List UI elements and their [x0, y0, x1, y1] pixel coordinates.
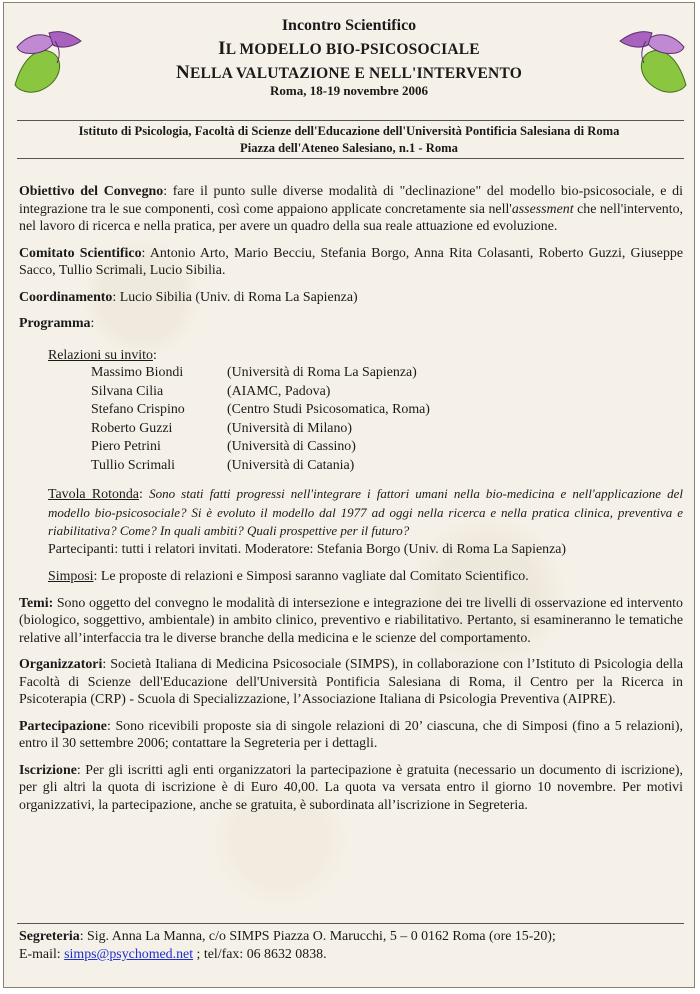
segreteria-text: : Sig. Anna La Manna, c/o SIMPS Piazza O. Marucchi, 5 – 0 0162 Roma (ore 15-20); [79, 929, 556, 944]
relazioni-heading [48, 347, 683, 365]
title1-initial: I [218, 38, 226, 59]
speaker-affiliation: (AIAMC, Padova) [227, 383, 331, 399]
speaker-row [91, 420, 430, 439]
event-title-line2 [4, 62, 694, 84]
speaker-row [91, 383, 430, 402]
section-temi [19, 595, 683, 648]
obiettivo-emph: assessment [511, 201, 574, 217]
divider-footer [17, 923, 684, 924]
speaker-affiliation: (Università di Cassino) [227, 439, 356, 454]
section-organizzatori [19, 656, 683, 709]
header [4, 3, 694, 113]
speaker-row [91, 438, 430, 457]
tavola-text: Sono stati fatti progressi nell'integrare i fattori umani nella bio-medicina e nell'applicazione del modello bio-psicosociale? Si è evoluto il modello dal 1977 ad oggi nella ricerca e nella pratica clinica, preventiva e riabilitativa? Come? In quali ambiti? Quali prospettive per il futuro? [48, 486, 683, 538]
speaker-row [91, 401, 430, 420]
section-obiettivo [19, 183, 683, 236]
speaker-name: Tullio Scrimali [91, 457, 176, 473]
temi-label: Temi: [19, 595, 54, 611]
speakers-table [91, 364, 430, 475]
obiettivo-text-a: : fare il punto sulle diverse modalità di "declinazione" del modello bio-psicosociale, e di integrazione tra le sue componenti, così come appaiono applicate concretamente sia nell' [19, 184, 683, 217]
title2-initial: N [176, 62, 190, 83]
section-programma [19, 315, 683, 333]
simposi [48, 568, 683, 586]
comitato-text: : Antonio Arto, Mario Becciu, Stefania Borgo, Anna Rita Colasanti, Roberto Guzzi, Giuseppe Sacco, Tullio Scrimali, Lucio Sibilia. [19, 245, 684, 278]
speaker-affiliation: (Centro Studi Psicosomatica, Roma) [227, 402, 430, 417]
obiettivo-text-b: che nell'intervento, nel lavoro di ricerca e nella pratica, per avere un quadro della sua reale attuazione ed evoluzione. [19, 201, 683, 234]
email-link[interactable]: simps@psychomed.net [64, 947, 194, 962]
speaker-name: Stefano Crispino [91, 402, 185, 417]
section-comitato [19, 245, 683, 280]
institute-address: Piazza dell'Ateneo Salesiano, n.1 - Roma [240, 141, 458, 155]
relazioni-colon: : [152, 347, 157, 363]
tavola-colon: : [138, 487, 150, 502]
divider-institute [17, 158, 684, 159]
speaker-name: Piero Petrini [91, 439, 161, 454]
programma-colon: : [90, 316, 95, 331]
speaker-row [91, 457, 430, 476]
simposi-text: : Le proposte di relazioni e Simposi saranno vagliate dal Comitato Scientifico. [93, 569, 529, 584]
temi-text: Sono oggetto del convegno le modalità di intersezione e integrazione dei tre livelli di osservazione ed intervento (biologico, soggettivo, ambientale) in ambito clinico, preventivo e riabilitativo. Pertanto, si esamineranno le tematiche relative all’interfaccia tra le diverse branche della medicina e le scienze del comportamento. [19, 595, 683, 646]
speaker-affiliation: (Università di Roma La Sapienza) [227, 365, 417, 380]
speaker-affiliation: (Università di Milano) [227, 420, 352, 436]
document-body [19, 183, 683, 823]
contact-line [19, 946, 683, 964]
email-prefix: E-mail: [19, 947, 65, 962]
title1-rest: L MODELLO BIO-PSICOSOCIALE [225, 41, 480, 58]
segreteria-label: Segreteria [19, 929, 80, 944]
coordinamento-text: : Lucio Sibilia (Univ. di Roma La Sapienza) [112, 289, 358, 305]
organizzatori-text: : Società Italiana di Medicina Psicosociale (SIMPS), in collaborazione con l’Istituto di Psicologia della Facoltà di Scienze dell'Educazione dell'Università Pontificia Salesiana di Roma, il Centro per la Ricerca in Psicoterapia (CRP) - Scuola di Specializzazione, l’Associazione Italiana di Psicologia Preventiva (AIPRE). [19, 657, 683, 707]
divider-top [17, 120, 684, 121]
speaker-affiliation: (Università di Catania) [227, 457, 355, 473]
comitato-label: Comitato Scientifico [19, 245, 142, 261]
iscrizione-text: : Per gli iscritti agli enti organizzatori la partecipazione è gratuita (necessario un documento di iscrizione), per gli altri la quota di iscrizione è di Euro 40,00. La quota va versata entro il giorno 10 novembre. Per motivi organizzativi, la partecipazione, anche se gratuita, è subordinata all’iscrizione in Segreteria. [19, 762, 683, 813]
section-coordinamento [19, 289, 683, 307]
coordinamento-label: Coordinamento [19, 289, 113, 305]
relazioni-label: Relazioni su invito [48, 347, 153, 363]
section-iscrizione [19, 762, 683, 815]
speaker-name: Roberto Guzzi [91, 420, 173, 436]
organizzatori-label: Organizzatori [19, 657, 103, 672]
simposi-label: Simposi [48, 569, 94, 584]
section-partecipazione [19, 718, 683, 753]
phone-text: ; tel/fax: 06 8632 0838. [193, 947, 327, 962]
obiettivo-label: Obiettivo del Convegno [19, 184, 164, 199]
document-page [3, 2, 695, 988]
institute-block [4, 123, 694, 157]
speaker-name: Massimo Biondi [91, 365, 184, 380]
partecipazione-label: Partecipazione [19, 718, 107, 734]
programma-label: Programma [19, 316, 91, 331]
speaker-row [91, 364, 430, 383]
footer-segreteria [19, 928, 683, 964]
iscrizione-label: Iscrizione [19, 762, 77, 778]
tavola-rotonda [48, 485, 683, 541]
segreteria-line [19, 928, 683, 946]
event-date: Roma, 18-19 novembre 2006 [270, 83, 428, 98]
speaker-name: Silvana Cilia [91, 383, 164, 399]
tavola-label: Tavola Rotonda [48, 487, 139, 502]
title2-rest: ELLA VALUTAZIONE E NELL'INTERVENTO [189, 65, 522, 82]
partecipanti: Partecipanti: tutti i relatori invitati. Moderatore: Stefania Borgo (Univ. di Roma La Sapienza) [48, 541, 567, 557]
institute-name: Istituto di Psicologia, Facoltà di Scienze dell'Educazione dell'Università Pontificia Salesiana di Roma [78, 124, 620, 138]
event-title-line1 [4, 38, 694, 60]
partecipazione-text: : Sono ricevibili proposte sia di singole relazioni di 20’ ciascuna, che di Simposi (fino a 5 relazioni), entro il 30 settembre 2006; contattare la Segreteria per i dettagli. [19, 718, 683, 751]
event-type: Incontro Scientifico [281, 17, 417, 34]
